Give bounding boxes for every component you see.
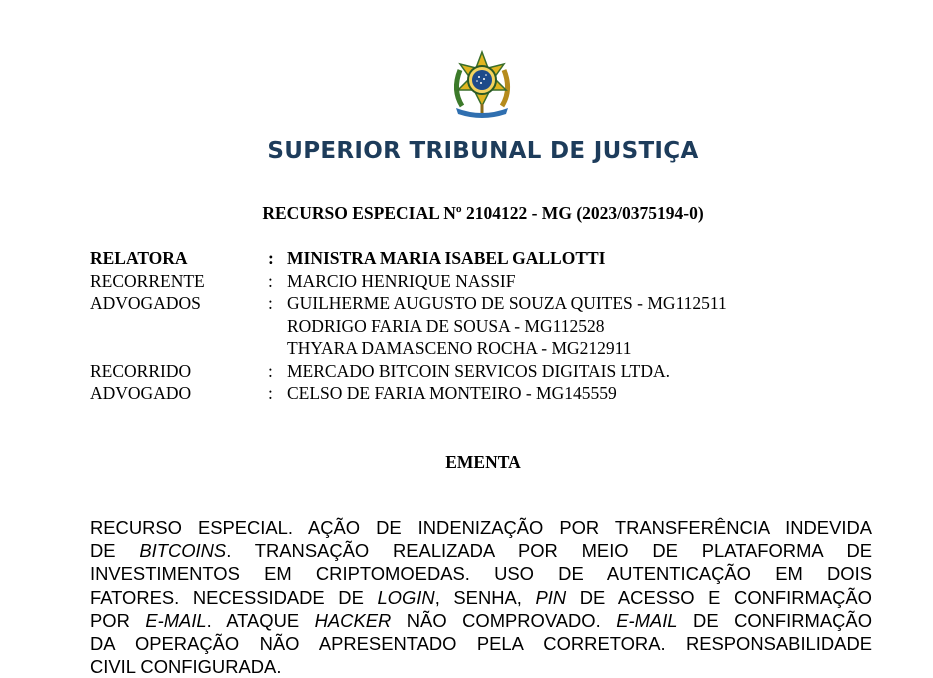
ementa-segment: DE ACESSO E CONFIRMAÇÃO xyxy=(566,586,872,608)
party-separator xyxy=(268,315,287,338)
party-value: CELSO DE FARIA MONTEIRO - MG145559 xyxy=(287,383,617,403)
party-separator: : xyxy=(268,270,273,291)
party-row xyxy=(90,315,727,338)
ementa-segment: , SENHA, xyxy=(434,586,536,608)
coat-of-arms-icon xyxy=(448,50,516,120)
party-value: MARCIO HENRIQUE NASSIF xyxy=(287,270,516,291)
ementa-segment: FATORES. NECESSIDADE DE xyxy=(90,586,378,608)
party-value: MINISTRA MARIA ISABEL GALLOTTI xyxy=(287,248,606,268)
party-row xyxy=(90,382,727,405)
party-row xyxy=(90,292,727,315)
ementa-italic-term: HACKER xyxy=(314,609,392,631)
ementa-line xyxy=(90,655,872,678)
ementa-segment: . ATAQUE xyxy=(206,609,315,631)
ementa-line xyxy=(90,516,872,539)
party-value: RODRIGO FARIA DE SOUSA - MG112528 xyxy=(287,315,605,336)
ementa-line xyxy=(90,586,872,609)
party-value: THYARA DAMASCENO ROCHA - MG212911 xyxy=(287,338,632,358)
parties-table xyxy=(90,247,727,405)
party-separator: : xyxy=(268,360,273,381)
party-separator xyxy=(268,337,287,360)
party-role: RECORRENTE xyxy=(90,270,205,291)
ementa-segment: NÃO COMPROVADO. xyxy=(391,609,617,631)
ementa-italic-term: PIN xyxy=(535,586,567,608)
court-name: SUPERIOR TRIBUNAL DE JUSTIÇA xyxy=(267,138,699,164)
ementa-text xyxy=(90,516,872,678)
party-row xyxy=(90,270,727,293)
ementa-segment: RECURSO ESPECIAL. AÇÃO DE INDENIZAÇÃO POR TRANSFERÊNCIA INDEVIDA xyxy=(90,517,872,538)
ementa-italic-term: E-MAIL xyxy=(145,609,207,631)
party-separator: : xyxy=(268,383,273,403)
party-row xyxy=(90,247,727,270)
ementa-segment: INVESTIMENTOS EM CRIPTOMOEDAS. USO DE AUTENTICAÇÃO EM DOIS xyxy=(90,563,872,585)
party-role: RECORRIDO xyxy=(90,360,192,381)
party-role xyxy=(90,337,268,360)
ementa-line xyxy=(90,609,872,632)
ementa-segment: CIVIL CONFIGURADA. xyxy=(90,656,282,678)
ementa-segment: DA OPERAÇÃO NÃO APRESENTADO PELA CORRETORA. RESPONSABILIDADE xyxy=(90,633,872,655)
ementa-segment: POR xyxy=(90,609,146,631)
ementa-italic-term: BITCOINS xyxy=(139,540,227,562)
case-title: RECURSO ESPECIAL Nº 2104122 - MG (2023/0375194-0) xyxy=(262,203,704,223)
party-row xyxy=(90,337,727,360)
ementa-segment: . TRANSAÇÃO REALIZADA POR MEIO DE PLATAFORMA DE xyxy=(226,540,872,562)
party-role xyxy=(90,315,268,338)
ementa-title: EMENTA xyxy=(445,452,521,472)
ementa-segment: DE xyxy=(90,540,140,562)
party-role: ADVOGADO xyxy=(90,383,192,403)
party-row xyxy=(90,360,727,383)
party-value: MERCADO BITCOIN SERVICOS DIGITAIS LTDA. xyxy=(287,360,671,381)
ementa-line xyxy=(90,632,872,655)
party-value: GUILHERME AUGUSTO DE SOUZA QUITES - MG112511 xyxy=(287,293,727,313)
party-separator: : xyxy=(268,293,273,313)
ementa-line xyxy=(90,562,872,585)
ementa-segment: DE CONFIRMAÇÃO xyxy=(677,609,872,631)
party-role: ADVOGADOS xyxy=(90,293,201,313)
party-separator: : xyxy=(268,248,274,268)
ementa-line xyxy=(90,539,872,562)
ementa-italic-term: LOGIN xyxy=(377,586,435,608)
ementa-italic-term: E-MAIL xyxy=(616,609,678,631)
party-role: RELATORA xyxy=(90,248,188,268)
